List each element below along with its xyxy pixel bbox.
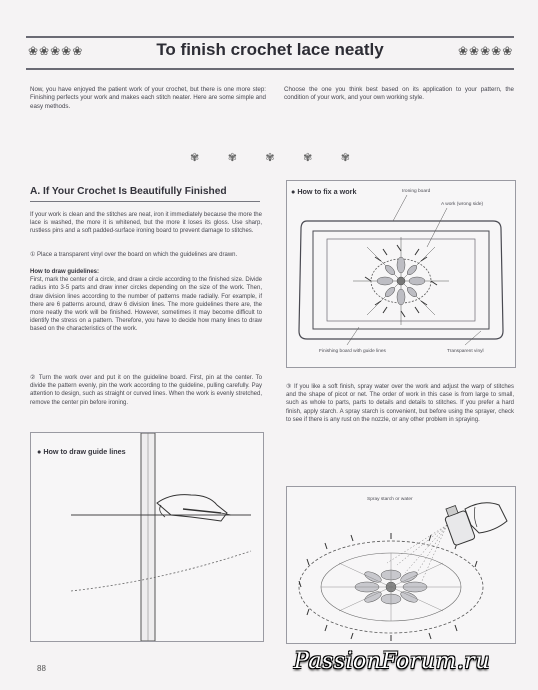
label-transparent-vinyl: Transparent vinyl <box>447 349 484 354</box>
flower-ornament-right-icon: ❀❀❀❀❀ <box>458 44 514 58</box>
flower-icon: ✾ <box>190 152 200 164</box>
intro-left: Now, you have enjoyed the patient work of your crochet, but there is one more step: Finishing perfects your work and makes each stitch neater. Here are some simple and easy methods. <box>30 86 266 110</box>
intro-right: Choose the one you think best based on its application to your pattern, the condition of your work, and your own working style. <box>284 86 514 102</box>
guidelines-block <box>30 268 262 334</box>
figure-fix-work <box>286 180 516 368</box>
fix-work-illustration <box>287 181 515 367</box>
guidelines-body: First, mark the center of a circle, and draw a circle according to the finished size. Divide radius into 3-5 parts and draw inner circles depending on the size of the work. Then, draw division lines according to the number of patterns made radially. For example, if there are 6 patterns around, draw 6 division lines. The more guidelines there are, the more neatly the work will be finished. However, sometimes it may become difficult to identify the stress on a pattern. Therefore, you have to decide how many lines to draw based on the characteristics of the work. <box>30 277 262 333</box>
label-ironing-board: Ironing board <box>402 189 431 194</box>
figure-fix-title: ● How to fix a work <box>291 187 357 196</box>
spray-illustration <box>287 487 515 643</box>
flower-ornament-left-icon: ❀❀❀❀❀ <box>28 44 84 58</box>
section-a-title: A. If Your Crochet Is Beautifully Finished <box>30 186 227 197</box>
section-a-step2: ② Turn the work over and put it on the guideline board. First, pin at the center. To divide the pattern evenly, pin the work according to the guideline, pulling carefully. Pay attention to design, such as straight or curved lines. When the work is evenly stretched, remove the center pin before ironing. <box>30 375 262 406</box>
flower-icon: ✾ <box>340 152 350 164</box>
label-finishing-board: Finishing board with guide lines <box>319 349 386 354</box>
flower-icon: ✾ <box>303 152 313 164</box>
page-number: 88 <box>37 664 46 673</box>
figure-spray <box>286 486 516 644</box>
section-a-step3: ③ If you like a soft finish, spray water over the work and adjust the warp of stitches and the shape of picot or net. The order of work in this case is from large to small, such as whole to parts, parts to details and details to stitches. If you prefer a hard finish, apply starch. A spray starch is convenient, but before using the sprayer, check to see if there is any rust on the nozzle, or any other problem in spraying. <box>286 384 514 423</box>
section-a-step1: ① Place a transparent vinyl over the board on which the guidelines are drawn. <box>30 252 238 258</box>
flower-icon: ✾ <box>227 152 237 164</box>
figure-guide-lines <box>30 432 264 642</box>
guidelines-heading: How to draw guidelines: <box>30 269 100 275</box>
page-title: To finish crochet lace neatly <box>156 40 384 59</box>
header-rule-bottom <box>26 68 514 70</box>
flower-divider <box>190 151 350 164</box>
section-a-para1: If your work is clean and the stitches are neat, iron it immediately because the more the lace is washed, the more it is whitened, but the more it loses its gloss. Use sharp, rustless pins and a soft padded-surface ironing board to prevent damage to stitches. <box>30 212 262 235</box>
guide-lines-illustration <box>31 433 263 641</box>
section-a-rule <box>30 201 260 202</box>
figure-guide-title: ● How to draw guide lines <box>37 447 126 456</box>
label-work-wrong-side: A work (wrong side) <box>441 202 484 207</box>
flower-icon: ✾ <box>265 152 275 164</box>
label-spray-starch: Spray starch or water <box>367 497 413 502</box>
watermark: PassionForum.ru <box>294 649 490 674</box>
header-rule-top <box>26 36 514 38</box>
